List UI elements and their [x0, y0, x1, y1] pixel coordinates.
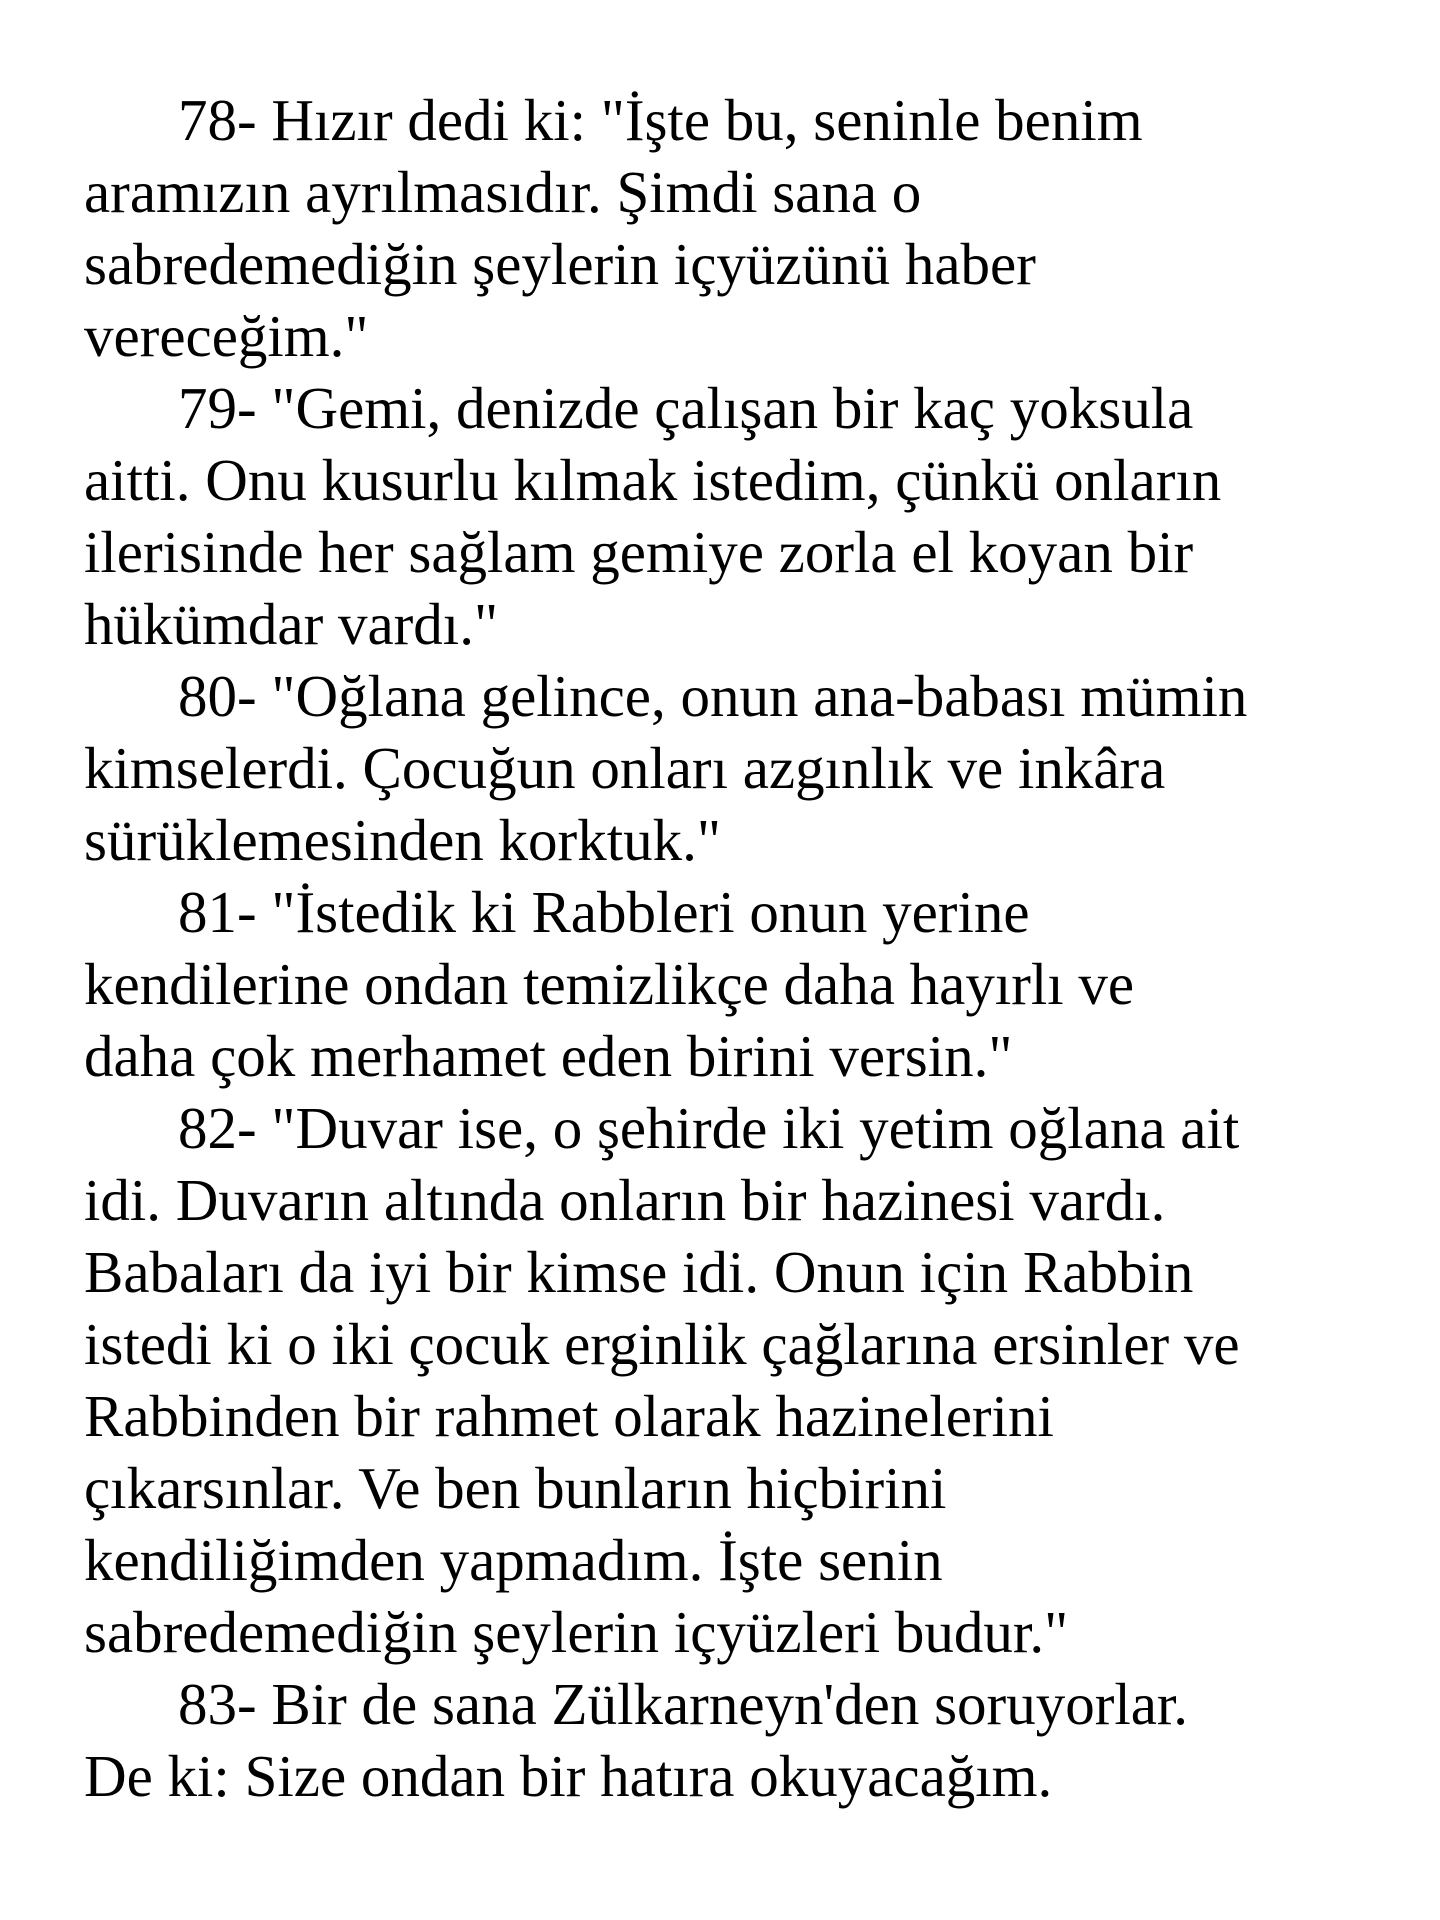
- verse-83: [84, 1668, 1404, 1812]
- verse-line: çıkarsınlar. Ve ben bunların hiçbirini: [84, 1455, 947, 1521]
- verse-line: 82- "Duvar ise, o şehirde iki yetim oğlana ait: [178, 1095, 1240, 1161]
- verse-line: kimselerdi. Çocuğun onları azgınlık ve inkâra: [84, 735, 1166, 801]
- verse-81: [84, 876, 1404, 1092]
- verse-80: [84, 660, 1404, 876]
- verse-line: sürüklemesinden korktuk.": [84, 807, 721, 873]
- verse-line: kendiliğimden yapmadım. İşte senin: [84, 1527, 943, 1593]
- verse-line: 78- Hızır dedi ki: "İşte bu, seninle benim: [178, 87, 1143, 153]
- verse-79: [84, 372, 1404, 660]
- verse-line: 80- "Oğlana gelince, onun ana-babası mümin: [178, 663, 1248, 729]
- verse-line: sabredemediğin şeylerin içyüzünü haber: [84, 231, 1036, 297]
- verse-line: hükümdar vardı.": [84, 591, 499, 657]
- document-page: [84, 84, 1404, 1812]
- verse-line: kendilerine ondan temizlikçe daha hayırlı ve: [84, 951, 1135, 1017]
- verse-line: istedi ki o iki çocuk erginlik çağlarına ersinler ve: [84, 1311, 1240, 1377]
- verse-line: daha çok merhamet eden birini versin.": [84, 1023, 1013, 1089]
- verse-line: 79- "Gemi, denizde çalışan bir kaç yoksula: [178, 375, 1194, 441]
- verse-line: ilerisinde her sağlam gemiye zorla el koyan bir: [84, 519, 1194, 585]
- verse-line: vereceğim.": [84, 303, 369, 369]
- verse-82: [84, 1092, 1404, 1668]
- verse-line: sabredemediğin şeylerin içyüzleri budur.": [84, 1599, 1069, 1665]
- verse-line: Rabbinden bir rahmet olarak hazinelerini: [84, 1383, 1054, 1449]
- verse-line: aitti. Onu kusurlu kılmak istedim, çünkü onların: [84, 447, 1222, 513]
- verse-line: Babaları da iyi bir kimse idi. Onun için Rabbin: [84, 1239, 1194, 1305]
- verse-line: 81- "İstedik ki Rabbleri onun yerine: [178, 879, 1030, 945]
- verse-line: 83- Bir de sana Zülkarneyn'den soruyorlar.: [178, 1671, 1189, 1737]
- verse-line: idi. Duvarın altında onların bir hazinesi vardı.: [84, 1167, 1166, 1233]
- verse-line: aramızın ayrılmasıdır. Şimdi sana o: [84, 159, 922, 225]
- verse-line: De ki: Size ondan bir hatıra okuyacağım.: [84, 1743, 1053, 1809]
- verse-78: [84, 84, 1404, 372]
